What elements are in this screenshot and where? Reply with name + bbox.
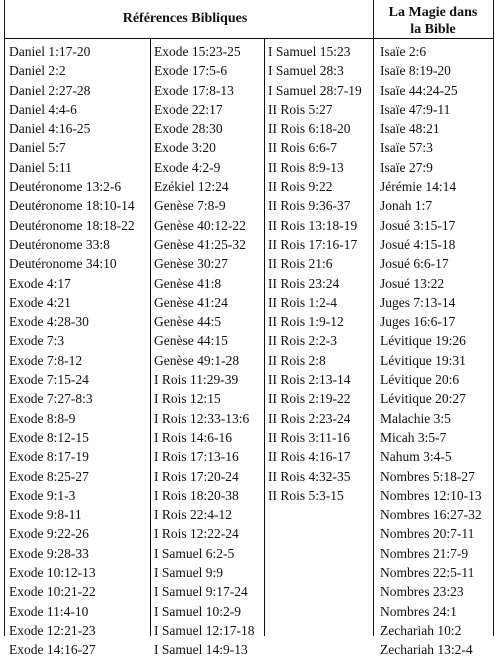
reference-entry: Deutéronome 33:8 (9, 236, 110, 252)
reference-entry: Nombres 21:7-9 (380, 545, 469, 561)
header-divider (4, 38, 494, 39)
reference-entry: Exode 4:2-9 (154, 159, 221, 175)
reference-entry: Genèse 40:12-22 (154, 217, 246, 233)
reference-entry: Lévitique 20:6 (380, 372, 460, 388)
reference-entry: Exode 9:28-33 (9, 545, 89, 561)
reference-entry: II Rois 4:16-17 (268, 449, 351, 465)
reference-entry: Daniel 5:7 (9, 140, 66, 156)
reference-entry: Deutéronome 18:18-22 (9, 217, 135, 233)
reference-entry: Deutéronome 18:10-14 (9, 198, 135, 214)
reference-entry: Exode 8:17-19 (9, 449, 89, 465)
reference-entry: Exode 8:8-9 (9, 410, 76, 426)
header-magic-line2: la Bible (410, 22, 456, 37)
reference-entry: II Rois 6:18-20 (268, 121, 351, 137)
reference-entry: Genèse 41:8 (154, 275, 222, 291)
reference-entry: II Rois 9:22 (268, 179, 333, 195)
reference-entry: Isaïe 27:9 (380, 159, 433, 175)
reference-entry: I Rois 17:20-24 (154, 468, 239, 484)
reference-entry: Genèse 7:8-9 (154, 198, 226, 214)
reference-entry: Lévitique 20:27 (380, 391, 466, 407)
reference-entry: Exode 7:8-12 (9, 352, 83, 368)
reference-entry: II Rois 2:23-24 (268, 410, 351, 426)
reference-entry: Exode 4:17 (9, 275, 71, 291)
references-column-1 (9, 42, 149, 660)
reference-entry: Jonah 1:7 (380, 198, 433, 214)
reference-entry: Exode 17:5-6 (154, 63, 228, 79)
reference-entry: Zechariah 13:2-4 (380, 642, 473, 658)
reference-entry: II Rois 17:16-17 (268, 236, 358, 252)
reference-entry: Exode 4:21 (9, 294, 71, 310)
reference-entry: Lévitique 19:26 (380, 333, 466, 349)
reference-entry: Isaïe 47:9-11 (380, 101, 451, 117)
reference-entry: Nombres 16:27-32 (380, 507, 482, 523)
reference-entry: Daniel 5:11 (9, 159, 72, 175)
reference-entry: Exode 9:22-26 (9, 526, 89, 542)
reference-entry: Exode 15:23-25 (154, 44, 241, 59)
reference-entry: Genèse 41:25-32 (154, 236, 246, 252)
reference-entry: Josué 4:15-18 (380, 236, 456, 252)
reference-entry: Exode 12:21-23 (9, 622, 96, 638)
column-divider-2 (264, 38, 265, 636)
reference-entry: I Rois 22:4-12 (154, 507, 233, 523)
reference-entry: Genèse 41:24 (154, 294, 228, 310)
reference-entry: Exode 17:8-13 (154, 82, 234, 98)
reference-entry: Nombres 12:10-13 (380, 487, 482, 503)
reference-entry: II Rois 1:9-12 (268, 314, 344, 330)
reference-entry: Exode 11:4-10 (9, 603, 89, 619)
reference-entry: I Rois 18:20-38 (154, 487, 239, 503)
reference-entry: Exode 22:17 (154, 101, 223, 117)
reference-entry: Nombres 5:18-27 (380, 468, 475, 484)
reference-entry: Malachie 3:5 (380, 410, 451, 426)
reference-entry: Juges 16:6-17 (380, 314, 456, 330)
reference-entry: Genèse 44:15 (154, 333, 228, 349)
column-divider-1 (150, 38, 151, 636)
reference-entry: Josué 6:6-17 (380, 256, 449, 272)
reference-entry: Exode 7:27-8:3 (9, 391, 93, 407)
reference-entry: II Rois 4:32-35 (268, 468, 351, 484)
reference-entry: Exode 14:16-27 (9, 642, 96, 658)
references-column-2 (154, 42, 264, 660)
reference-entry: II Rois 5:27 (268, 101, 333, 117)
reference-entry: II Rois 2:19-22 (268, 391, 351, 407)
outer-left-border (4, 0, 5, 636)
reference-entry: Exode 28:30 (154, 121, 223, 137)
reference-entry: I Samuel 28:3 (268, 63, 344, 79)
magic-column (380, 42, 494, 660)
reference-entry: I Samuel 12:17-18 (154, 622, 255, 638)
reference-entry: Exode 7:3 (9, 333, 65, 349)
reference-entry: Isaïe 44:24-25 (380, 82, 458, 98)
reference-entry: Nombres 23:23 (380, 584, 464, 600)
header-references: Références Bibliques (122, 11, 248, 26)
reference-entry: Lévitique 19:31 (380, 352, 466, 368)
reference-entry: Exode 9:8-11 (9, 507, 82, 523)
reference-entry: Deutéronome 34:10 (9, 256, 117, 272)
reference-entry: Josué 3:15-17 (380, 217, 456, 233)
reference-entry: Exode 10:21-22 (9, 584, 96, 600)
reference-entry: Genèse 30:27 (154, 256, 228, 272)
reference-entry: Exode 8:25-27 (9, 468, 89, 484)
reference-entry: II Rois 2:8 (268, 352, 326, 368)
reference-entry: Exode 4:28-30 (9, 314, 89, 330)
reference-entry: Daniel 2:2 (9, 63, 66, 79)
reference-entry: II Rois 8:9-13 (268, 159, 344, 175)
reference-entry: I Samuel 15:23 (268, 44, 351, 59)
reference-entry: Jérémie 14:14 (380, 179, 457, 195)
reference-entry: Exode 7:15-24 (9, 372, 89, 388)
reference-entry: Nombres 22:5-11 (380, 565, 475, 581)
reference-entry: Daniel 4:4-6 (9, 101, 77, 117)
reference-entry: Deutéronome 13:2-6 (9, 179, 122, 195)
reference-entry: Genèse 49:1-28 (154, 352, 240, 368)
reference-entry: II Rois 23:24 (268, 275, 340, 291)
reference-entry: I Samuel 9:9 (154, 565, 223, 581)
reference-entry: Isaïe 48:21 (380, 121, 440, 137)
reference-entry: II Rois 2:2-3 (268, 333, 337, 349)
reference-entry: I Samuel 14:9-13 (154, 642, 248, 658)
reference-entry: Josué 13:22 (380, 275, 445, 291)
reference-entry: II Rois 6:6-7 (268, 140, 337, 156)
reference-entry: Juges 7:13-14 (380, 294, 456, 310)
section-divider (373, 0, 374, 636)
reference-entry: II Rois 3:11-16 (268, 429, 350, 445)
reference-entry: I Samuel 10:2-9 (154, 603, 241, 619)
header-magic (372, 4, 494, 38)
reference-entry: II Rois 2:13-14 (268, 372, 351, 388)
reference-entry: Daniel 2:27-28 (9, 82, 91, 98)
reference-entry: I Rois 17:13-16 (154, 449, 239, 465)
header-magic-line1: La Magie dans (388, 5, 478, 20)
reference-entry: I Rois 12:15 (154, 391, 221, 407)
reference-entry: II Rois 9:36-37 (268, 198, 351, 214)
reference-entry: I Rois 11:29-39 (154, 372, 239, 388)
reference-entry: Exode 9:1-3 (9, 487, 76, 503)
reference-entry: I Samuel 9:17-24 (154, 584, 248, 600)
reference-entry: Nahum 3:4-5 (380, 449, 452, 465)
reference-entry: Isaïe 57:3 (380, 140, 433, 156)
reference-entry: II Rois 5:3-15 (268, 487, 344, 503)
reference-entry: Daniel 1:17-20 (9, 44, 91, 59)
reference-entry: I Rois 14:6-16 (154, 429, 233, 445)
reference-entry: II Rois 1:2-4 (268, 294, 337, 310)
reference-entry: Exode 8:12-15 (9, 429, 89, 445)
reference-entry: Isaïe 2:6 (380, 44, 427, 59)
reference-entry: Isaïe 8:19-20 (380, 63, 451, 79)
reference-entry: I Rois 12:22-24 (154, 526, 239, 542)
reference-entry: Nombres 20:7-11 (380, 526, 475, 542)
reference-entry: Genèse 44:5 (154, 314, 222, 330)
reference-entry: Micah 3:5-7 (380, 429, 447, 445)
reference-entry: Exode 3:20 (154, 140, 216, 156)
reference-entry: Ezékiel 12:24 (154, 179, 229, 195)
reference-entry: Zechariah 10:2 (380, 622, 462, 638)
reference-entry: II Rois 13:18-19 (268, 217, 358, 233)
references-column-3 (268, 42, 372, 505)
reference-entry: I Samuel 6:2-5 (154, 545, 235, 561)
reference-entry: Exode 10:12-13 (9, 565, 96, 581)
reference-entry: I Samuel 28:7-19 (268, 82, 362, 98)
reference-entry: Daniel 4:16-25 (9, 121, 91, 137)
reference-entry: II Rois 21:6 (268, 256, 333, 272)
reference-entry: Nombres 24:1 (380, 603, 457, 619)
reference-entry: I Rois 12:33-13:6 (154, 410, 250, 426)
